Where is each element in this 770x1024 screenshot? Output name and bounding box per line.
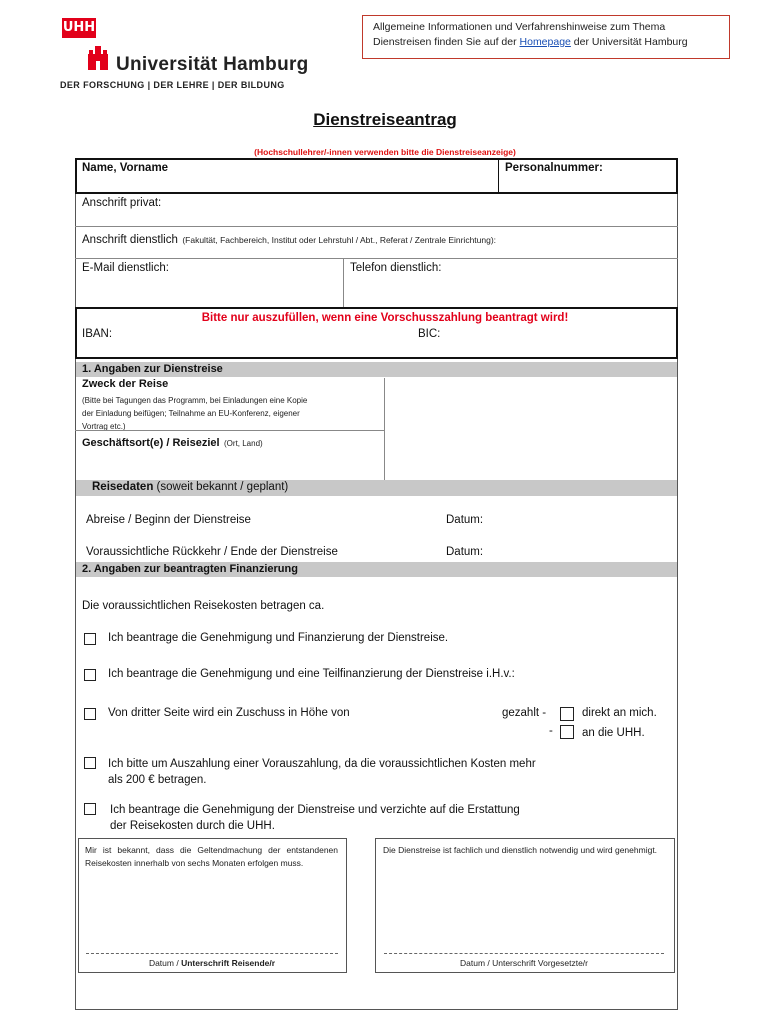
option-waive-costs: Ich beantrage die Genehmigung der Dienstreise und verzichte auf die Erstattung der Reisekosten durch die UHH.: [110, 804, 520, 832]
costs-label: Die voraussichtlichen Reisekosten betragen ca.: [82, 600, 325, 612]
address-work-row: [82, 230, 496, 248]
checkbox-waive-costs[interactable]: [84, 803, 96, 815]
destination-hint: (Ort, Land): [224, 439, 263, 448]
divider: [384, 378, 385, 480]
bic-label: BIC:: [418, 328, 441, 340]
signature-label-traveler: Datum / Unterschrift Reisende/r: [148, 958, 276, 968]
paid-direct-label: direkt an mich.: [582, 707, 657, 719]
checkbox-paid-direct[interactable]: [560, 707, 574, 721]
checkbox-paid-uhh[interactable]: [560, 725, 574, 739]
divider: [75, 226, 678, 227]
divider: [75, 430, 385, 431]
option-partial-financing: Ich beantrage die Genehmigung und eine Teilfinanzierung der Dienstreise i.H.v.:: [108, 668, 515, 680]
info-line-2: Dienstreisen finden Sie auf der Homepage der Universität Hamburg: [373, 36, 688, 48]
castle-logo-icon: [86, 44, 110, 70]
signature-line-traveler[interactable]: [86, 953, 338, 954]
destination-row: [82, 433, 263, 451]
address-work-hint: (Fakultät, Fachbereich, Institut oder Lehrstuhl / Abt., Referat / Zentrale Einrichtung):: [182, 235, 497, 245]
divider: [343, 258, 344, 307]
advance-payment-notice: Bitte nur auszufüllen, wenn eine Vorschusszahlung beantragt wird!: [201, 312, 569, 324]
homepage-link[interactable]: Homepage: [519, 36, 571, 48]
address-work-label: Anschrift dienstlich: [82, 234, 178, 246]
checkbox-advance-payment[interactable]: [84, 757, 96, 769]
page-subtitle: (Hochschullehrer/-innen verwenden bitte die Dienstreiseanzeige): [254, 147, 516, 157]
purpose-label: Zweck der Reise: [82, 378, 169, 390]
return-date-label: Datum:: [446, 546, 484, 558]
university-tagline: DER FORSCHUNG | DER LEHRE | DER BILDUNG: [60, 80, 285, 90]
section-1-heading: 1. Angaben zur Dienstreise: [76, 362, 677, 377]
page-title: Dienstreiseantrag: [313, 110, 457, 129]
signature-line-supervisor[interactable]: [384, 953, 664, 954]
iban-label: IBAN:: [82, 328, 113, 340]
personal-number-label: Personalnummer:: [505, 162, 603, 174]
travel-dates-heading: Reisedaten (soweit bekannt / geplant): [76, 480, 677, 496]
uhh-logo-mark: UHH: [62, 18, 96, 38]
destination-label: Geschäftsort(e) / Reiseziel: [82, 437, 220, 449]
checkbox-full-financing[interactable]: [84, 633, 96, 645]
departure-label: Abreise / Beginn der Dienstreise: [86, 514, 251, 526]
section-2-heading: 2. Angaben zur beantragten Finanzierung: [76, 562, 677, 577]
paid-dash: -: [549, 725, 553, 737]
phone-label: Telefon dienstlich:: [350, 262, 442, 274]
approval-notice: Die Dienstreise ist fachlich und dienstlich notwendig und wird genehmigt.: [383, 845, 658, 855]
return-label: Voraussichtliche Rückkehr / Ende der Dienstreise: [86, 546, 338, 558]
signature-label-supervisor: Datum / Unterschrift Vorgesetzte/r: [459, 958, 589, 968]
info-line-1: Allgemeine Informationen und Verfahrenshinweise zum Thema: [373, 21, 666, 33]
email-label: E-Mail dienstlich:: [82, 262, 169, 274]
option-advance-payment: Ich bitte um Auszahlung einer Vorauszahlung, da die voraussichtlichen Kosten mehr als 200 € betragen.: [108, 758, 536, 786]
departure-date-label: Datum:: [446, 514, 484, 526]
info-box: [362, 15, 730, 59]
name-divider: [498, 158, 499, 194]
university-name: Universität Hamburg: [116, 54, 309, 75]
divider: [75, 258, 678, 259]
paid-uhh-label: an die UHH.: [582, 727, 645, 739]
address-private-label: Anschrift privat:: [82, 197, 162, 209]
option-third-party: Von dritter Seite wird ein Zuschuss in Höhe von: [108, 707, 350, 719]
purpose-hint: (Bitte bei Tagungen das Programm, bei Einladungen eine Kopie der Einladung beifügen; Teilnahme an EU-Konferenz, eigener Vortrag etc.): [82, 396, 308, 431]
checkbox-third-party[interactable]: [84, 708, 96, 720]
name-label: Name, Vorname: [82, 162, 169, 174]
paid-label: gezahlt -: [502, 707, 547, 719]
option-full-financing: Ich beantrage die Genehmigung und Finanzierung der Dienstreise.: [108, 632, 449, 644]
deadline-notice: Mir ist bekannt, dass die Geltendmachung der entstandenen Reisekosten innerhalb von sechs Monaten erfolgen muss.: [85, 845, 338, 868]
checkbox-partial-financing[interactable]: [84, 669, 96, 681]
